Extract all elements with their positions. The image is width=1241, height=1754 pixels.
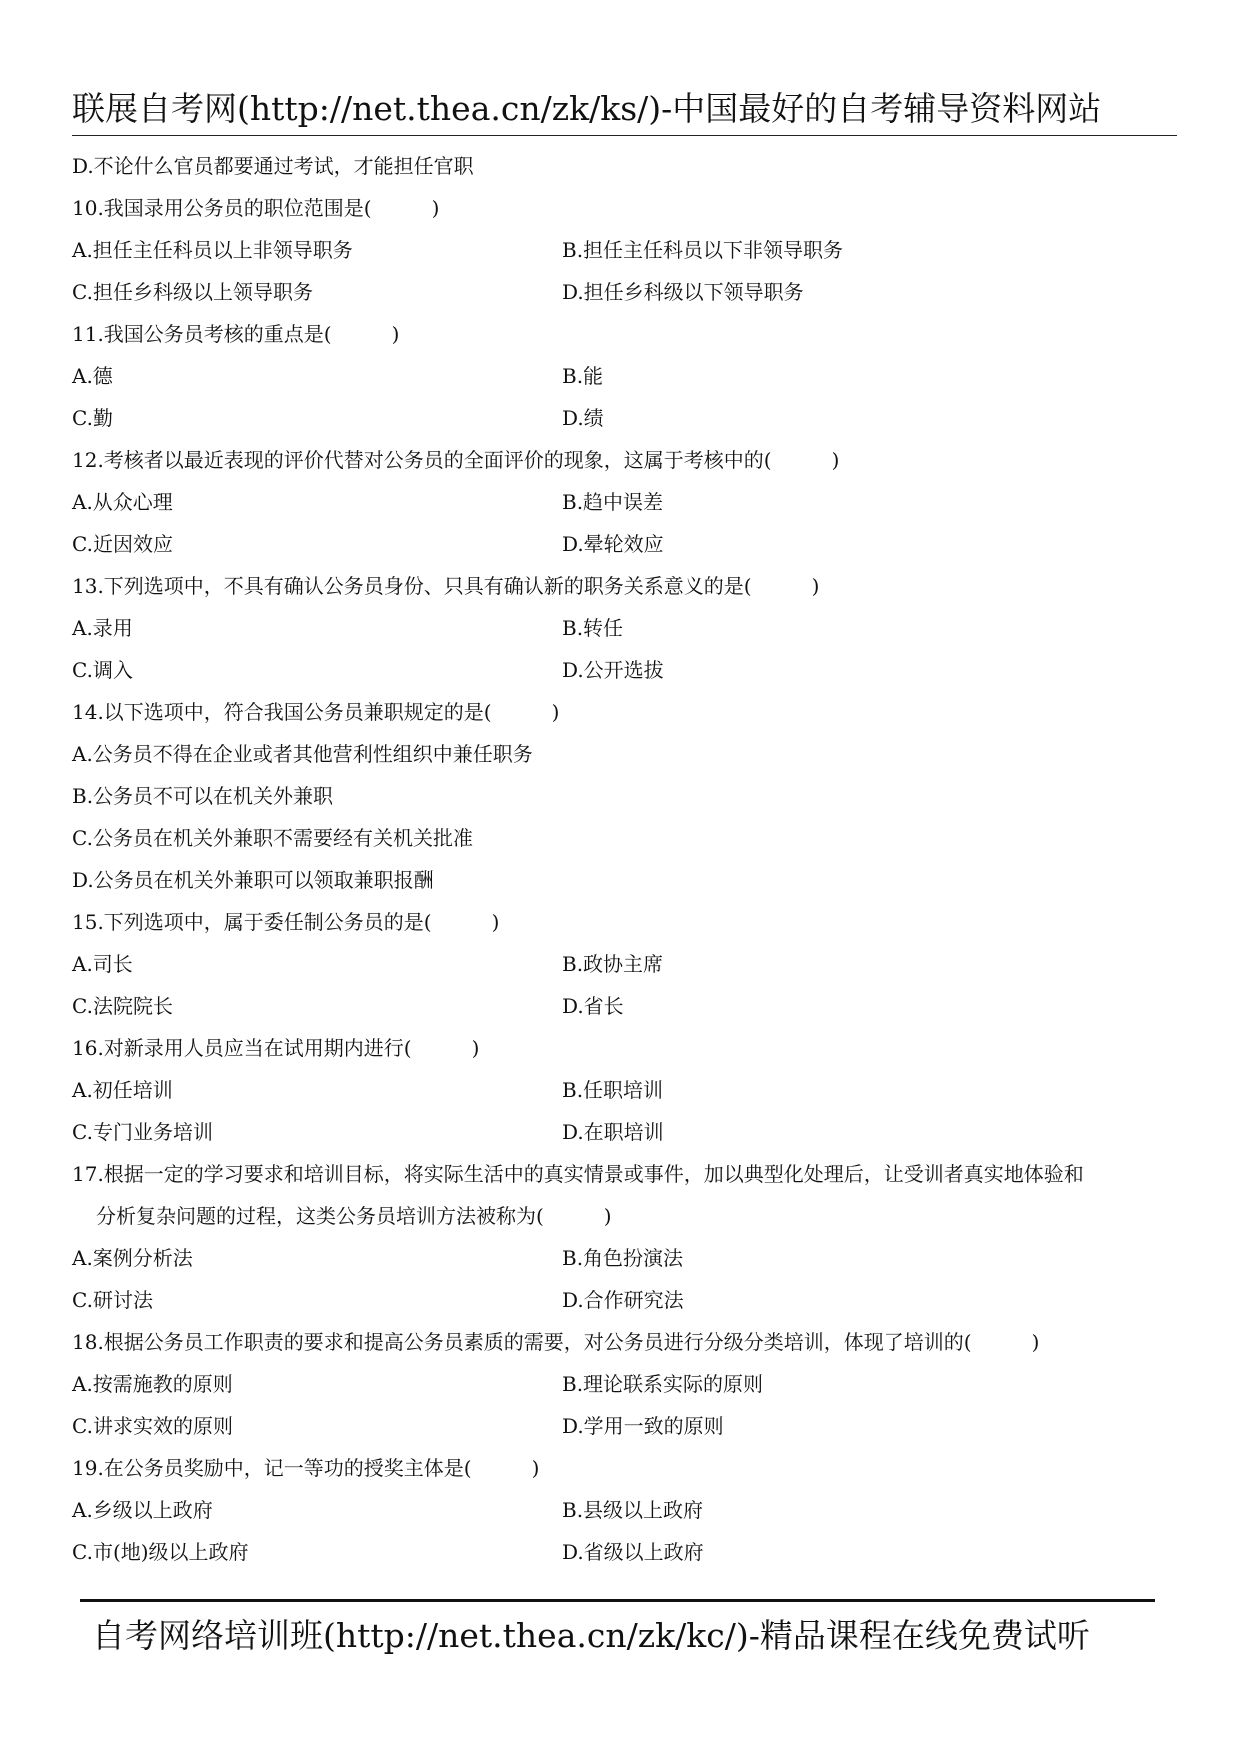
option-left: A.从众心理 [72,490,173,514]
option-left: A.担任主任科员以上非领导职务 [72,238,353,262]
option-right: D.绩 [562,406,604,430]
question-line: 15.下列选项中，属于委任制公务员的是( ) [72,910,500,934]
question-line: D.不论什么官员都要通过考试，才能担任官职 [72,154,474,178]
option-right: B.理论联系实际的原则 [562,1372,764,1396]
header-divider [72,135,1177,136]
question-line: 11.我国公务员考核的重点是( ) [72,322,400,346]
option-left: C.担任乡科级以上领导职务 [72,280,313,304]
page-footer: 自考网络培训班(http://net.thea.cn/zk/kc/)-精品课程在线免费试听 [92,1616,1090,1655]
option-row [72,1069,1182,1111]
option-row [72,271,1182,313]
question-line: 19.在公务员奖励中，记一等功的授奖主体是( ) [72,1456,540,1480]
option-left: C.调入 [72,658,133,682]
option-right: B.任职培训 [562,1078,664,1102]
option-right: D.学用一致的原则 [562,1414,724,1438]
option-right: B.县级以上政府 [562,1498,704,1522]
option-row [72,397,1182,439]
question-line: 17.根据一定的学习要求和培训目标，将实际生活中的真实情景或事件，加以典型化处理后，让受训者真实地体验和 [72,1162,1084,1186]
option-row [72,229,1182,271]
question-line: C.公务员在机关外兼职不需要经有关机关批准 [72,826,473,850]
option-row [72,523,1182,565]
option-row [72,1111,1182,1153]
option-row [72,1531,1182,1573]
option-left: C.勤 [72,406,113,430]
option-row [72,355,1182,397]
option-left: C.讲求实效的原则 [72,1414,233,1438]
option-left: A.德 [72,364,113,388]
question-line: D.公务员在机关外兼职可以领取兼职报酬 [72,868,434,892]
option-right: B.担任主任科员以下非领导职务 [562,238,844,262]
option-right: D.在职培训 [562,1120,664,1144]
option-right: D.担任乡科级以下领导职务 [562,280,804,304]
option-left: C.专门业务培训 [72,1120,213,1144]
option-row [72,1489,1182,1531]
option-left: A.录用 [72,616,133,640]
option-left: C.市(地)级以上政府 [72,1540,249,1564]
question-line: 12.考核者以最近表现的评价代替对公务员的全面评价的现象，这属于考核中的( ) [72,448,840,472]
question-line: B.公务员不可以在机关外兼职 [72,784,334,808]
option-right: B.转任 [562,616,624,640]
option-row [72,943,1182,985]
option-left: C.研讨法 [72,1288,153,1312]
question-list [72,145,1182,1573]
option-right: B.能 [562,364,604,388]
question-continuation: 分析复杂问题的过程，这类公务员培训方法被称为( ) [96,1204,612,1228]
option-right: B.趋中误差 [562,490,664,514]
option-left: A.按需施教的原则 [72,1372,233,1396]
option-right: B.政协主席 [562,952,664,976]
option-right: B.角色扮演法 [562,1246,684,1270]
option-left: C.法院院长 [72,994,173,1018]
option-right: D.晕轮效应 [562,532,664,556]
option-right: D.省长 [562,994,624,1018]
option-left: C.近因效应 [72,532,173,556]
option-left: A.司长 [72,952,133,976]
question-line: 16.对新录用人员应当在试用期内进行( ) [72,1036,480,1060]
option-row [72,1237,1182,1279]
option-left: A.乡级以上政府 [72,1498,213,1522]
option-row [72,1405,1182,1447]
question-line: 13.下列选项中，不具有确认公务员身份、只具有确认新的职务关系意义的是( ) [72,574,820,598]
option-left: A.案例分析法 [72,1246,193,1270]
footer-divider [80,1599,1155,1602]
question-line: 10.我国录用公务员的职位范围是( ) [72,196,440,220]
option-row [72,1279,1182,1321]
option-right: D.合作研究法 [562,1288,684,1312]
option-right: D.公开选拔 [562,658,664,682]
option-row [72,481,1182,523]
question-line: A.公务员不得在企业或者其他营利性组织中兼任职务 [72,742,533,766]
option-row [72,649,1182,691]
option-row [72,985,1182,1027]
option-row [72,1363,1182,1405]
question-line: 14.以下选项中，符合我国公务员兼职规定的是( ) [72,700,560,724]
question-line: 18.根据公务员工作职责的要求和提高公务员素质的需要，对公务员进行分级分类培训，体现了培训的( ) [72,1330,1040,1354]
option-left: A.初任培训 [72,1078,173,1102]
option-row [72,607,1182,649]
option-right: D.省级以上政府 [562,1540,704,1564]
page-header: 联展自考网(http://net.thea.cn/zk/ks/)-中国最好的自考辅导资料网站 [72,89,1102,128]
